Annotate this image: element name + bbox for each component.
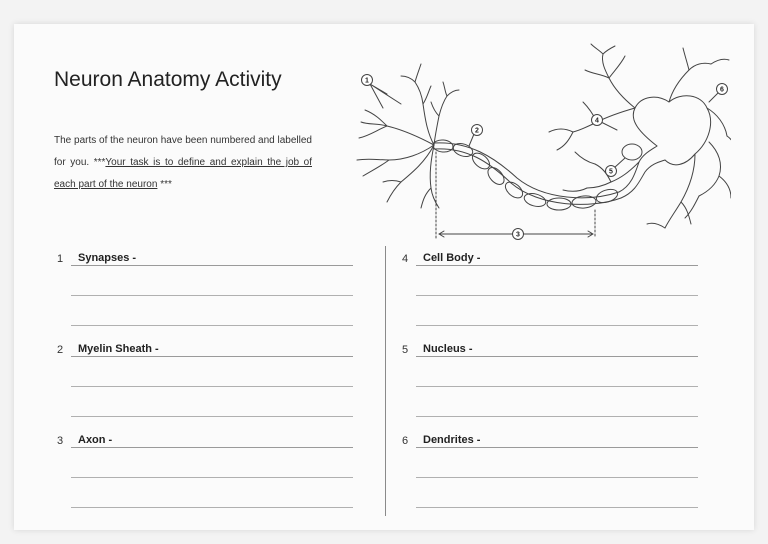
item-header bbox=[402, 244, 698, 266]
item-number: 6 bbox=[402, 435, 409, 447]
answer-column-left bbox=[57, 244, 353, 517]
svg-text:5: 5 bbox=[609, 168, 613, 176]
neuron-diagram bbox=[339, 42, 731, 242]
intro-tail: *** bbox=[157, 179, 172, 190]
answer-line[interactable] bbox=[416, 338, 698, 357]
myelin-sheath bbox=[433, 139, 620, 210]
answer-line[interactable] bbox=[416, 478, 698, 508]
item-number: 5 bbox=[402, 344, 409, 356]
answer-line[interactable] bbox=[416, 429, 698, 448]
answer-line[interactable] bbox=[71, 387, 353, 417]
answer-line[interactable] bbox=[71, 266, 353, 296]
answer-line[interactable] bbox=[416, 296, 698, 326]
answer-line[interactable] bbox=[71, 247, 353, 266]
answer-line[interactable] bbox=[71, 338, 353, 357]
answer-item-synapses bbox=[57, 244, 353, 335]
marker-1 bbox=[362, 75, 373, 86]
axon bbox=[434, 143, 621, 205]
marker-5 bbox=[606, 166, 617, 177]
answer-line[interactable] bbox=[71, 296, 353, 326]
column-divider bbox=[385, 246, 386, 516]
intro-task: Your task is to define and explain the job of each part of the neuron bbox=[54, 157, 312, 190]
item-label: Axon - bbox=[78, 434, 113, 446]
worksheet-page bbox=[14, 24, 754, 530]
item-label: Dendrites - bbox=[423, 434, 481, 446]
answer-item-axon bbox=[57, 426, 353, 517]
item-header bbox=[57, 335, 353, 357]
answer-line[interactable] bbox=[416, 448, 698, 478]
answer-item-nucleus bbox=[402, 335, 698, 426]
answer-line[interactable] bbox=[71, 478, 353, 508]
intro-paragraph bbox=[54, 130, 312, 196]
item-label: Cell Body - bbox=[423, 252, 481, 264]
answer-line[interactable] bbox=[416, 266, 698, 296]
item-header bbox=[57, 244, 353, 266]
intro-text: The parts of the neuron have been numbered and labelled for you. *** bbox=[54, 135, 312, 168]
leader-2 bbox=[469, 134, 474, 146]
answer-item-cell-body bbox=[402, 244, 698, 335]
leader-5 bbox=[614, 158, 625, 168]
item-label: Myelin Sheath - bbox=[78, 343, 159, 355]
svg-text:6: 6 bbox=[720, 86, 724, 94]
item-label: Nucleus - bbox=[423, 343, 473, 355]
item-header bbox=[402, 426, 698, 448]
item-header bbox=[57, 426, 353, 448]
leader-1 bbox=[370, 84, 401, 108]
answer-line[interactable] bbox=[416, 247, 698, 266]
item-number: 3 bbox=[57, 435, 64, 447]
item-header bbox=[402, 335, 698, 357]
answer-item-myelin-sheath bbox=[57, 335, 353, 426]
marker-3 bbox=[513, 229, 524, 240]
answer-line[interactable] bbox=[71, 429, 353, 448]
marker-2 bbox=[472, 125, 483, 136]
svg-text:3: 3 bbox=[516, 231, 520, 239]
dendrites bbox=[549, 44, 731, 228]
leader-4 bbox=[601, 122, 617, 130]
svg-text:1: 1 bbox=[365, 77, 369, 85]
answer-line[interactable] bbox=[416, 387, 698, 417]
item-label: Synapses - bbox=[78, 252, 137, 264]
answer-column-right bbox=[402, 244, 698, 517]
page-title: Neuron Anatomy Activity bbox=[54, 68, 282, 91]
svg-text:2: 2 bbox=[475, 127, 479, 135]
answer-line[interactable] bbox=[71, 357, 353, 387]
svg-text:4: 4 bbox=[595, 117, 599, 125]
item-number: 4 bbox=[402, 253, 409, 265]
answer-line[interactable] bbox=[71, 448, 353, 478]
marker-4 bbox=[592, 115, 603, 126]
answer-item-dendrites bbox=[402, 426, 698, 517]
item-number: 2 bbox=[57, 344, 64, 356]
answer-line[interactable] bbox=[416, 357, 698, 387]
marker-6 bbox=[717, 84, 728, 95]
leader-6 bbox=[709, 92, 719, 102]
item-number: 1 bbox=[57, 253, 64, 265]
